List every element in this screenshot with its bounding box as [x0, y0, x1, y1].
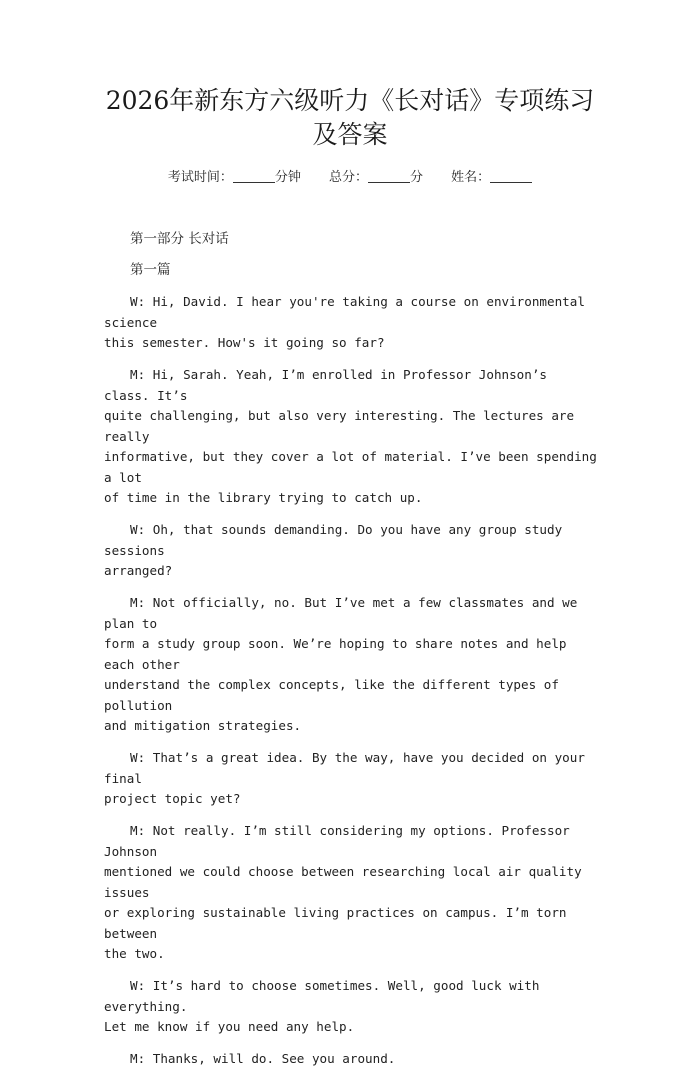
section-heading: 第一部分 长对话: [130, 231, 229, 247]
dialogue-text: [104, 292, 600, 1081]
dialogue-line: M: Not officially, no. But I’ve met a few classmates and we plan to form a study group soon. We’re hoping to share notes and help each other understand the complex concepts, like the different types of pollution and mitigation strategies.: [104, 595, 578, 733]
document-title-continued: 及答案: [312, 120, 388, 149]
exam-time-unit: 分钟: [274, 170, 301, 185]
exam-time-label: 考试时间：: [167, 170, 233, 185]
name-label: 姓名：: [451, 170, 491, 185]
total-score-field: [329, 170, 423, 185]
dialogue-line: W: That’s a great idea. By the way, have you decided on your final project topic yet?: [104, 750, 585, 806]
exam-time-field: [168, 170, 301, 185]
dialogue-line: W: Oh, that sounds demanding. Do you have any group study sessions arranged?: [104, 522, 563, 578]
total-score-unit: 分: [410, 170, 424, 185]
passage-heading: 第一篇: [130, 262, 171, 278]
dialogue-line: W: It’s hard to choose sometimes. Well, good luck with everything. Let me know if you need any help.: [104, 978, 540, 1034]
name-blank: [490, 169, 532, 183]
dialogue-line: M: Not really. I’m still considering my options. Professor Johnson mentioned we could choose between researching local air quality issues or exploring sustainable living practices on campus. I’m torn between the two.: [104, 823, 582, 961]
total-score-blank: [368, 169, 410, 183]
exam-info: [0, 168, 700, 188]
dialogue-line: W: Hi, David. I hear you're taking a course on environmental science this semester. How's it going so far?: [104, 294, 585, 350]
dialogue-line: M: Thanks, will do. See you around.: [130, 1051, 396, 1066]
document-title: 2026年新东方六级听力《长对话》专项练习: [105, 86, 595, 115]
name-field: [451, 170, 532, 185]
dialogue-line: M: Hi, Sarah. Yeah, I’m enrolled in Professor Johnson’s class. It’s quite challenging, but also very interesting. The lectures are really informative, but they cover a lot of material. I’ve been spending a lot of time in the library trying to catch up.: [104, 367, 597, 505]
total-score-label: 总分：: [328, 170, 368, 185]
exam-time-blank: [233, 169, 275, 183]
